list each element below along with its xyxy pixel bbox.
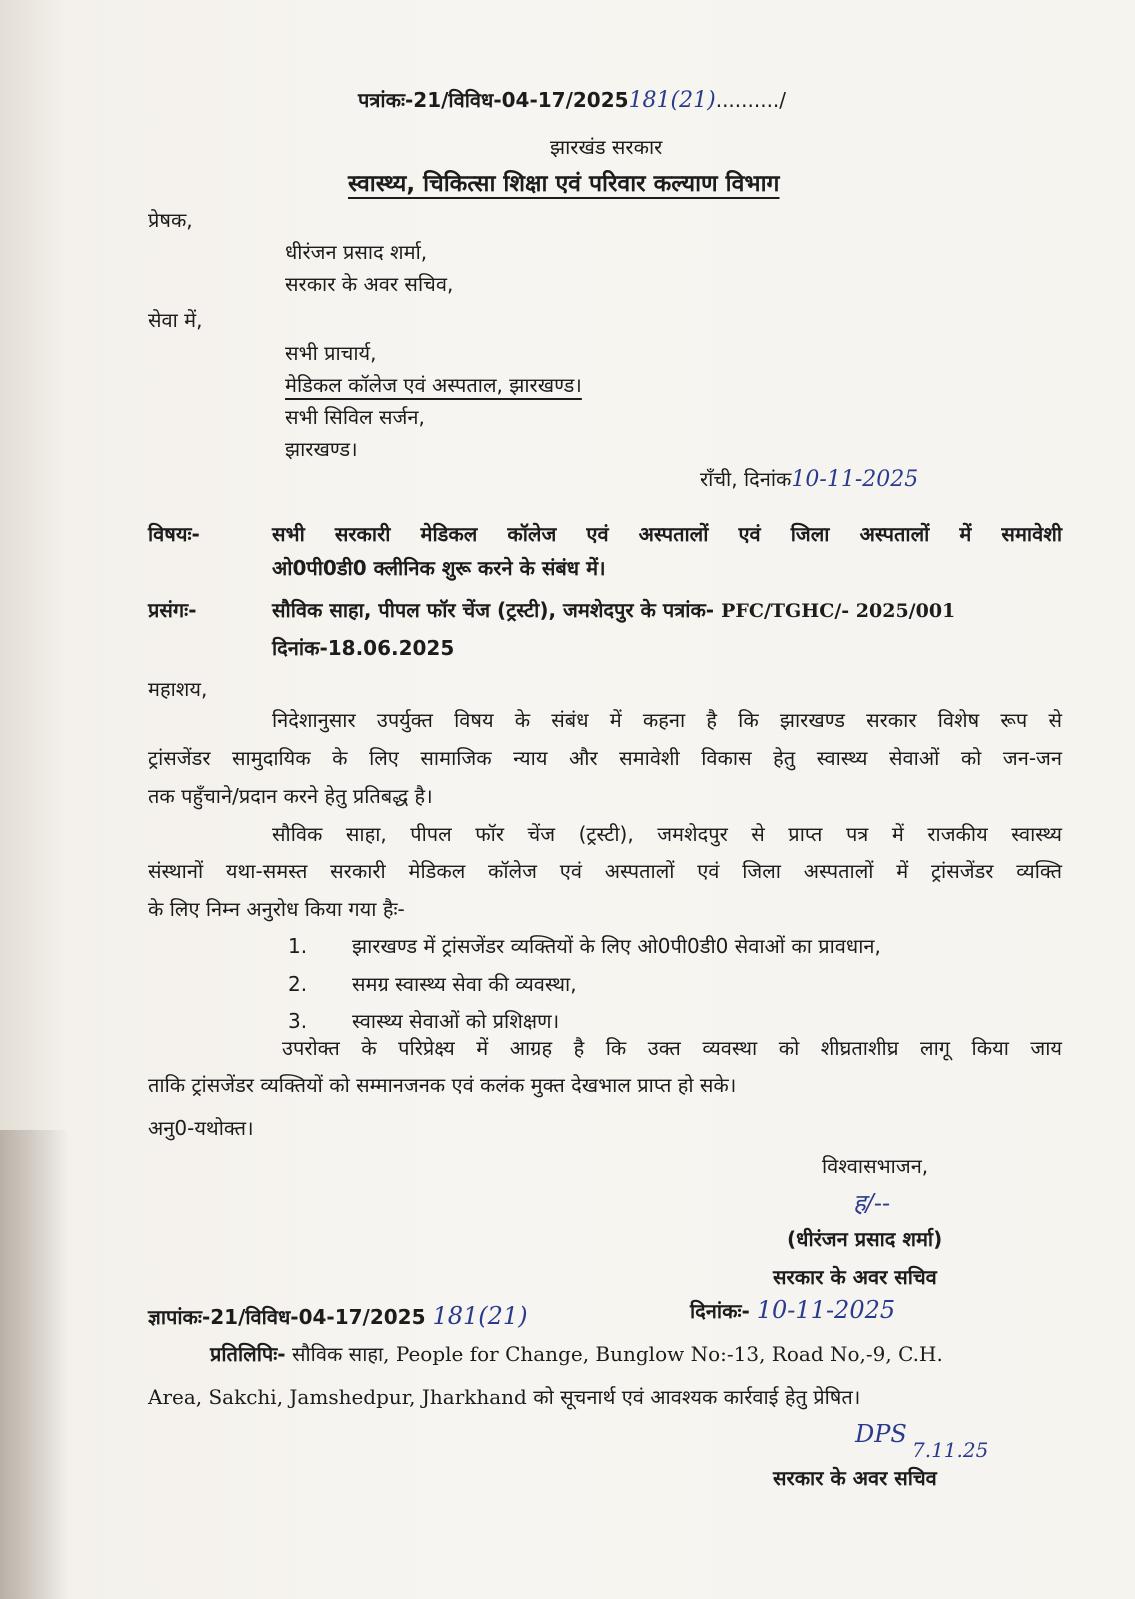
subject-label: विषयः-: [148, 522, 200, 546]
initials: DPS: [855, 1420, 907, 1448]
salutation: महाशय,: [148, 677, 208, 701]
initials-date: 7.11.25: [912, 1438, 989, 1462]
list-item-2-number: 2.: [288, 972, 308, 996]
signature-mark: ह/--: [853, 1189, 891, 1217]
copy-designation: सरकार के अवर सचिव: [773, 1466, 937, 1490]
memo-date-handwritten: 10-11-2025: [756, 1296, 896, 1324]
letter-reference: [358, 86, 786, 113]
signatory-name: (धीरंजन प्रसाद शर्मा): [787, 1227, 943, 1251]
sender-name: धीरंजन प्रसाद शर्मा,: [285, 240, 428, 264]
copy-text-1: सौविक साहा, People for Change, Bunglow No:-13, Road No,-9, C.H.: [291, 1342, 943, 1366]
memo-date-label: दिनांकः-: [690, 1299, 750, 1323]
list-item-1-text: झारखण्ड में ट्रांसजेंडर व्यक्तियों के लिए ओ0पी0डी0 सेवाओं का प्रावधान,: [352, 934, 881, 958]
list-item-3-text: स्वास्थ्य सेवाओं को प्रशिक्षण।: [352, 1009, 560, 1033]
reference-label: प्रसंगः-: [148, 598, 197, 622]
list-item-1-number: 1.: [288, 934, 308, 958]
copy-line-1: [210, 1340, 943, 1367]
para3-line-2: ताकि ट्रांसजेंडर व्यक्तियों को सम्मानजनक एवं कलंक मुक्त देखभाल प्राप्त हो सके।: [148, 1073, 737, 1097]
recipient-line-1: सभी प्राचार्य,: [285, 341, 377, 365]
signatory-designation: सरकार के अवर सचिव: [773, 1265, 937, 1289]
page-shadow: [0, 1130, 70, 1599]
reference-line-2: दिनांक-18.06.2025: [272, 636, 455, 660]
reference-text: सौविक साहा, पीपल फॉर चेंज (ट्रस्टी), जमशेदपुर के पत्रांक-: [272, 598, 715, 622]
reference-number: PFC/TGHC/- 2025/001: [721, 600, 956, 622]
closing-text: विश्वासभाजन,: [822, 1154, 929, 1178]
recipient-label: सेवा में,: [148, 308, 203, 332]
memo-reference-handwritten: 181(21): [432, 1302, 528, 1330]
government-name: झारखंड सरकार: [550, 135, 663, 159]
place-date-prefix: राँची, दिनांक: [700, 467, 792, 491]
subject-line-1: सभी सरकारी मेडिकल कॉलेज एवं अस्पतालों एवं जिला अस्पतालों में समावेशी: [272, 522, 1062, 546]
para3-line-1: उपरोक्त के परिप्रेक्ष्य में आग्रह है कि उक्त व्यवस्था को शीघ्रताशीघ्र लागू किया जाय: [282, 1036, 1062, 1060]
memo-date: [690, 1296, 895, 1324]
list-item-3-number: 3.: [288, 1009, 308, 1033]
para2-line-1: सौविक साहा, पीपल फॉर चेंज (ट्रस्टी), जमशेदपुर से प्राप्त पत्र में राजकीय स्वास्थ्य: [272, 822, 1062, 846]
copy-line-2: Area, Sakchi, Jamshedpur, Jharkhand को सूचनार्थ एवं आवश्यक कार्रवाई हेतु प्रेषित।: [148, 1385, 861, 1409]
place-date: [700, 465, 918, 492]
recipient-line-4: झारखण्ड।: [285, 437, 358, 461]
para1-line-2: ट्रांसजेंडर सामुदायिक के लिए सामाजिक न्याय और समावेशी विकास हेतु स्वास्थ्य सेवाओं को जन-जन: [148, 746, 1062, 770]
memo-reference: [148, 1302, 528, 1330]
place-date-handwritten: 10-11-2025: [791, 467, 919, 492]
list-item-2-text: समग्र स्वास्थ्य सेवा की व्यवस्था,: [352, 972, 577, 996]
para2-line-3: के लिए निम्न अनुरोध किया गया हैः-: [148, 897, 405, 921]
enclosure-note: अनु0-यथोक्त।: [148, 1116, 254, 1140]
recipient-line-2: मेडिकल कॉलेज एवं अस्पताल, झारखण्ड।: [285, 373, 582, 397]
para1-line-3: तक पहुँचाने/प्रदान करने हेतु प्रतिबद्ध है।: [148, 784, 433, 808]
copy-label: प्रतिलिपिः-: [210, 1342, 286, 1366]
sender-designation: सरकार के अवर सचिव,: [285, 272, 454, 296]
recipient-line-3: सभी सिविल सर्जन,: [285, 405, 425, 429]
reference-line-1: [272, 596, 955, 623]
para2-line-2: संस्थानों यथा-समस्त सरकारी मेडिकल कॉलेज एवं अस्पतालों एवं जिला अस्पतालों में ट्रांसजेंडर व्यक्ति: [148, 859, 1062, 883]
letter-reference-handwritten: 181(21): [628, 88, 716, 113]
subject-line-2: ओ0पी0डी0 क्लीनिक शुरू करने के संबंध में।: [272, 556, 606, 580]
sender-label: प्रेषक,: [148, 208, 193, 232]
department-name: स्वास्थ्य, चिकित्सा शिक्षा एवं परिवार कल्याण विभाग: [348, 171, 780, 197]
memo-reference-prefix: ज्ञापांकः-21/विविध-04-17/2025: [148, 1305, 426, 1329]
letter-reference-suffix: ........../: [715, 88, 787, 112]
para1-line-1: निदेशानुसार उपर्युक्त विषय के संबंध में कहना है कि झारखण्ड सरकार विशेष रूप से: [272, 708, 1062, 732]
letter-reference-prefix: पत्रांकः-21/विविध-04-17/2025: [358, 88, 629, 112]
